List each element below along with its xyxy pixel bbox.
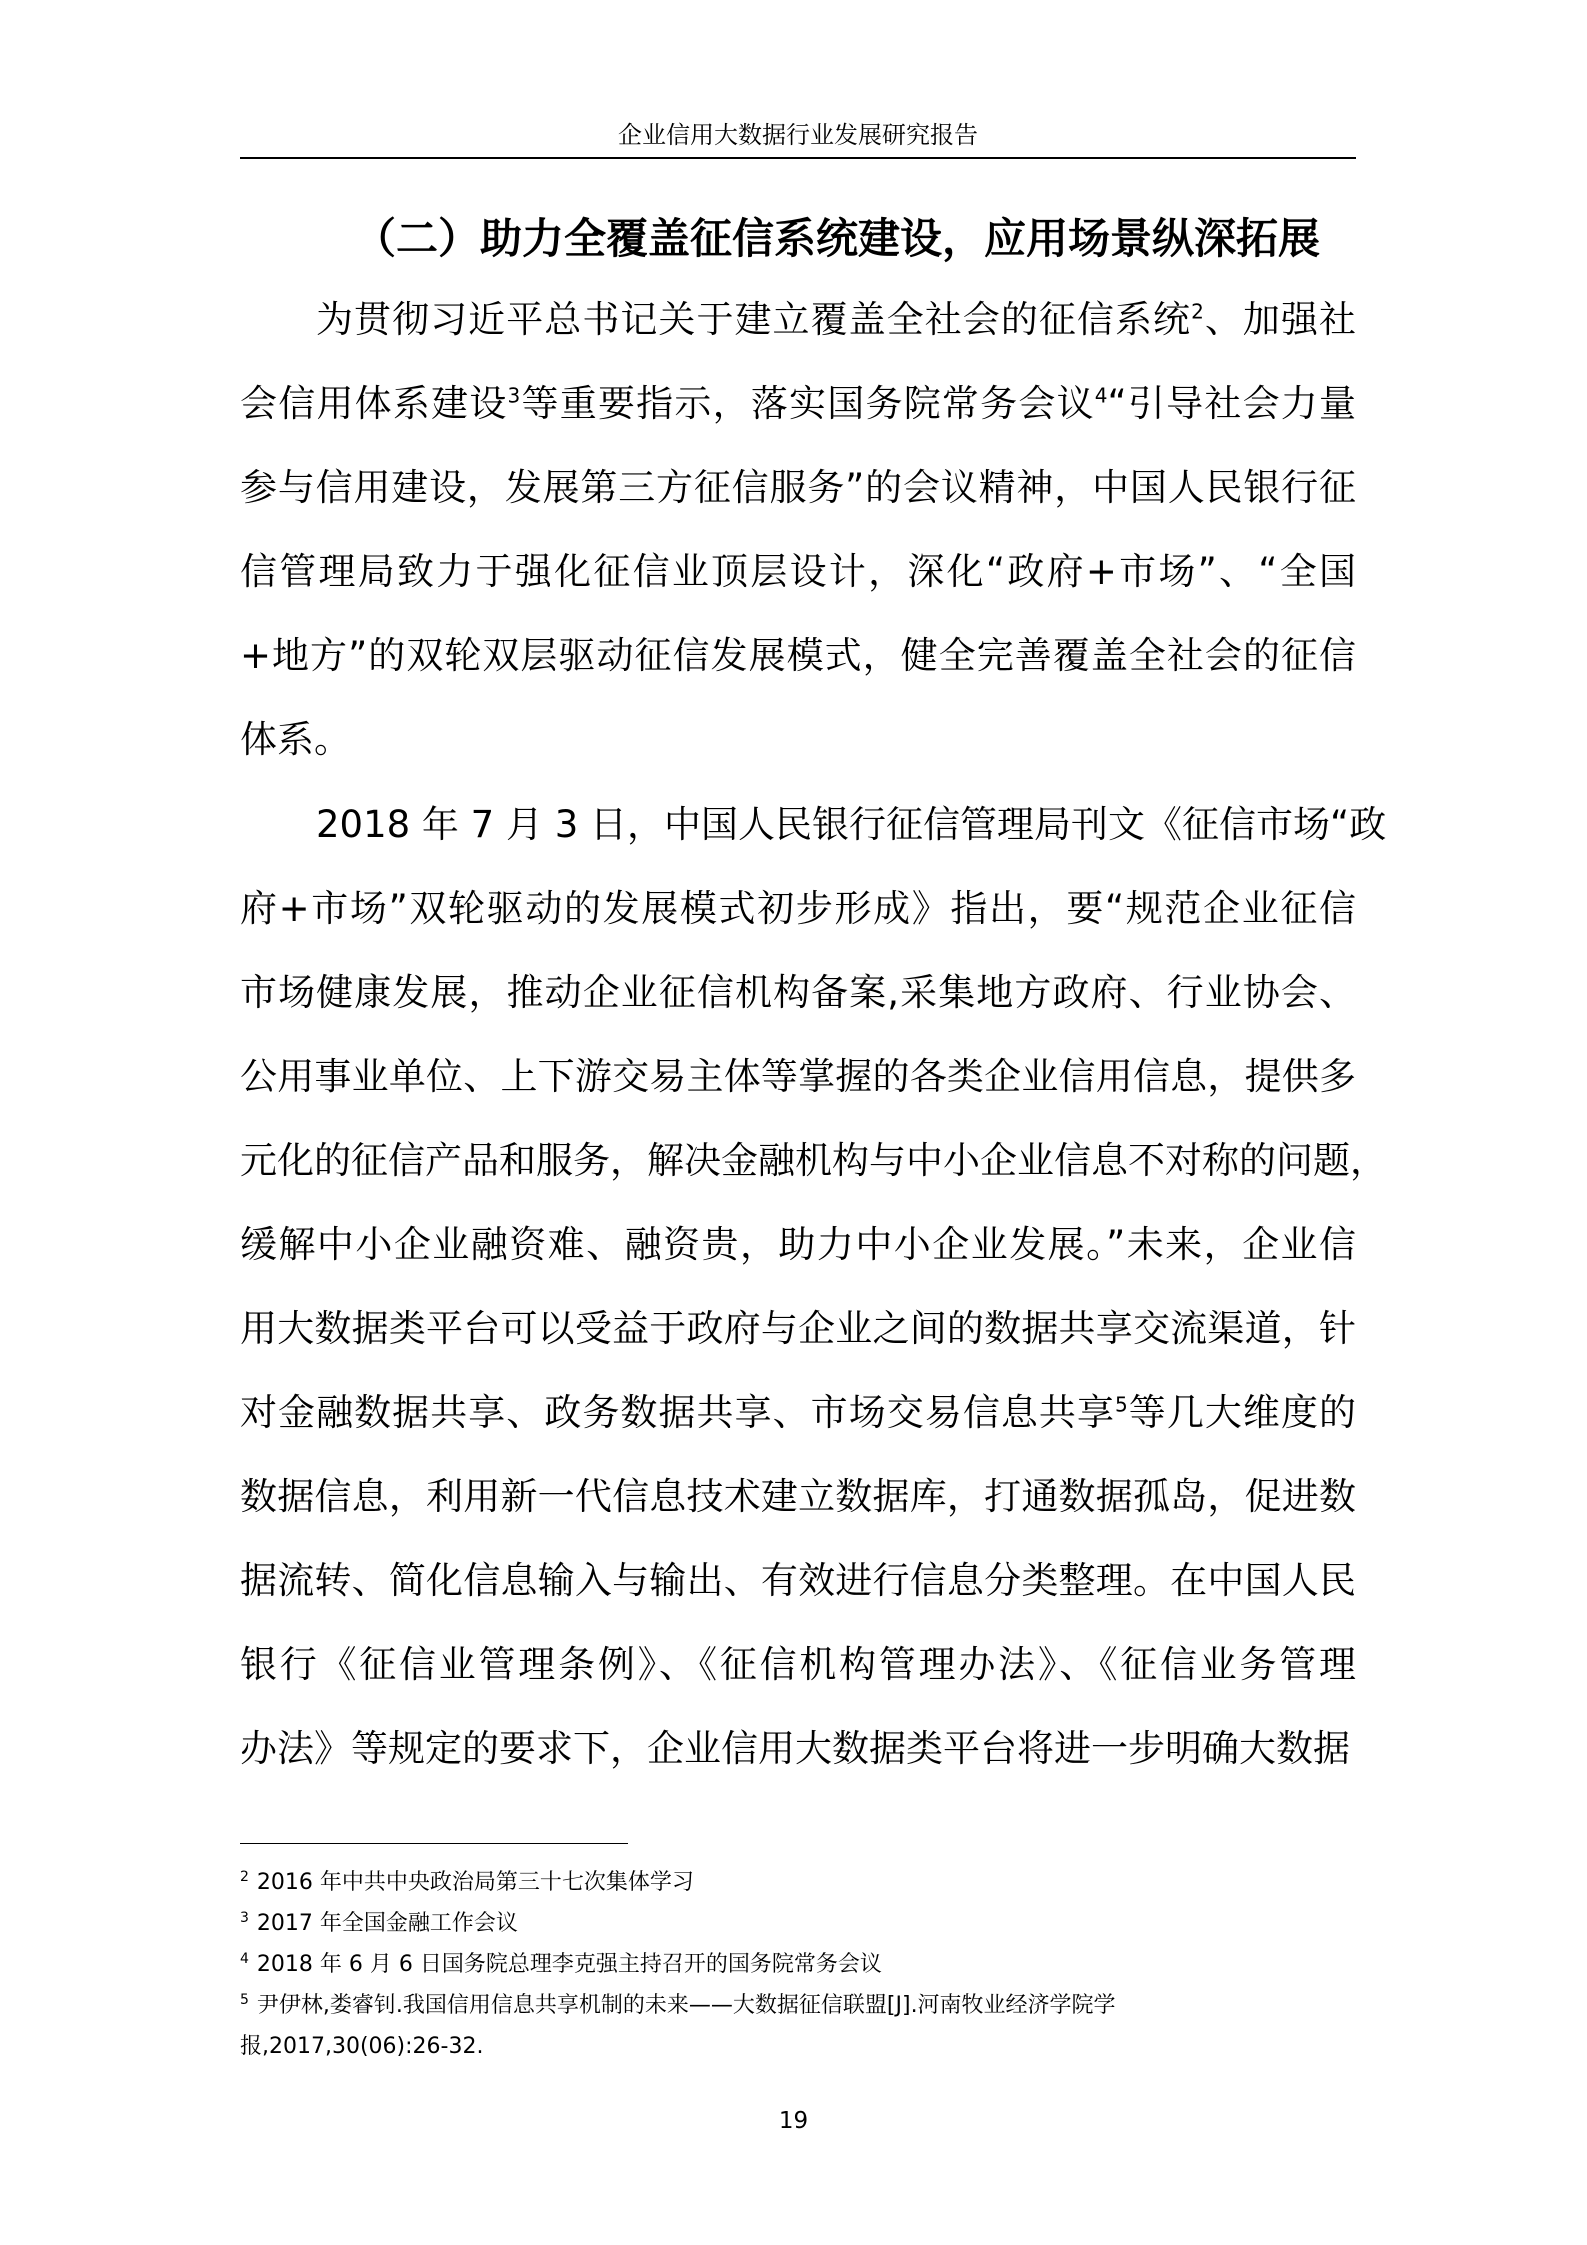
text-segment: 元化的征信产品和服务，解决金融机构与中小企业信息不对称的问题， — [240, 1139, 1387, 1182]
footnote — [240, 1944, 1240, 1985]
text-segment: 、加强社 — [1203, 298, 1356, 341]
text-line — [240, 1119, 1387, 1203]
text-line — [240, 1539, 1356, 1623]
text-line — [240, 1035, 1356, 1119]
text-line — [240, 1623, 1356, 1707]
text-segment: 等重要指示，落实国务院常务会议 — [520, 382, 1095, 425]
text-line — [240, 446, 1356, 530]
footnote-text: 2018 年 6 月 6 日国务院总理李克强主持召开的国务院常务会议 — [256, 1952, 882, 1977]
text-line — [240, 698, 1356, 782]
text-segment: 缓解中小企业融资难、融资贵，助力中小企业发展。”未来，企业信 — [240, 1223, 1356, 1266]
footnote-number: 4 — [240, 1950, 249, 1967]
text-segment: +地方”的双轮双层驱动征信发展模式，健全完善覆盖全社会的征信 — [240, 634, 1356, 677]
text-segment: 办法》等规定的要求下，企业信用大数据类平台将进一步明确大数据 — [240, 1727, 1350, 1770]
text-segment: 参与信用建设，发展第三方征信服务”的会议精神，中国人民银行征 — [240, 466, 1356, 509]
text-line — [240, 1203, 1356, 1287]
text-segment: 对金融数据共享、政务数据共享、市场交易信息共享 — [240, 1391, 1116, 1434]
footnote — [240, 1985, 1240, 2026]
section-heading: （二）助力全覆盖征信系统建设，应用场景纵深拓展 — [354, 214, 1321, 263]
footnote — [240, 1862, 1240, 1903]
text-line — [240, 1287, 1356, 1371]
text-line — [240, 614, 1356, 698]
footnote-number: 5 — [240, 1991, 249, 2008]
text-line — [240, 1371, 1356, 1455]
running-header: 企业信用大数据行业发展研究报告 — [618, 121, 978, 149]
text-segment: “引导社会力量 — [1107, 382, 1357, 425]
footnote-ref[interactable]: 4 — [1094, 383, 1108, 408]
text-segment: 2018 年 7 月 3 日，中国人民银行征信管理局刊文《征信市场“政 — [316, 803, 1387, 846]
page-number: 19 — [778, 2108, 809, 2134]
text-segment: 为贯彻习近平总书记关于建立覆盖全社会的征信系统 — [316, 298, 1192, 341]
footnote-text: 报,2017,30(06):26-32. — [240, 2034, 484, 2059]
footnote — [240, 2026, 1240, 2067]
footnotes — [240, 1862, 1240, 2067]
header-rule — [240, 157, 1356, 159]
text-segment: 会信用体系建设 — [240, 382, 508, 425]
text-line — [240, 530, 1356, 614]
text-line — [240, 1455, 1356, 1539]
footnote-separator — [240, 1843, 628, 1844]
text-line — [240, 783, 1387, 867]
footnote-number: 3 — [240, 1909, 249, 1926]
text-segment: 信管理局致力于强化征信业顶层设计，深化“政府+市场”、“全国 — [240, 550, 1356, 593]
text-line — [240, 278, 1356, 362]
footnote — [240, 1903, 1240, 1944]
footnote-ref[interactable]: 2 — [1191, 299, 1204, 324]
text-segment: 数据信息，利用新一代信息技术建立数据库，打通数据孤岛，促进数 — [240, 1475, 1356, 1518]
text-segment: 体系。 — [240, 718, 351, 761]
text-segment: 公用事业单位、上下游交易主体等掌握的各类企业信用信息，提供多 — [240, 1055, 1356, 1098]
text-segment: 据流转、简化信息输入与输出、有效进行信息分类整理。在中国人民 — [240, 1559, 1356, 1602]
text-segment: 府+市场”双轮驱动的发展模式初步形成》指出，要“规范企业征信 — [240, 887, 1356, 930]
paragraph-1 — [240, 278, 1356, 782]
text-segment: 等几大维度的 — [1127, 1391, 1357, 1434]
footnote-ref[interactable]: 3 — [507, 383, 521, 408]
text-segment: 市场健康发展，推动企业征信机构备案,采集地方政府、行业协会、 — [240, 971, 1356, 1014]
text-line — [240, 867, 1356, 951]
footnote-number: 2 — [240, 1868, 249, 1885]
text-line — [240, 1707, 1356, 1791]
footnote-ref[interactable]: 5 — [1115, 1392, 1128, 1417]
footnote-text: 2017 年全国金融工作会议 — [256, 1911, 518, 1936]
text-line — [240, 362, 1356, 446]
text-segment: 用大数据类平台可以受益于政府与企业之间的数据共享交流渠道，针 — [240, 1307, 1356, 1350]
paragraph-2 — [240, 783, 1387, 1791]
text-line — [240, 951, 1356, 1035]
footnote-text: 2016 年中共中央政治局第三十七次集体学习 — [256, 1870, 694, 1895]
text-segment: 银行《征信业管理条例》、《征信机构管理办法》、《征信业务管理 — [240, 1643, 1356, 1686]
footnote-text: 尹伊林,娄睿钊.我国信用信息共享机制的未来——大数据征信联盟[J].河南牧业经济学院学 — [256, 1993, 1116, 2018]
